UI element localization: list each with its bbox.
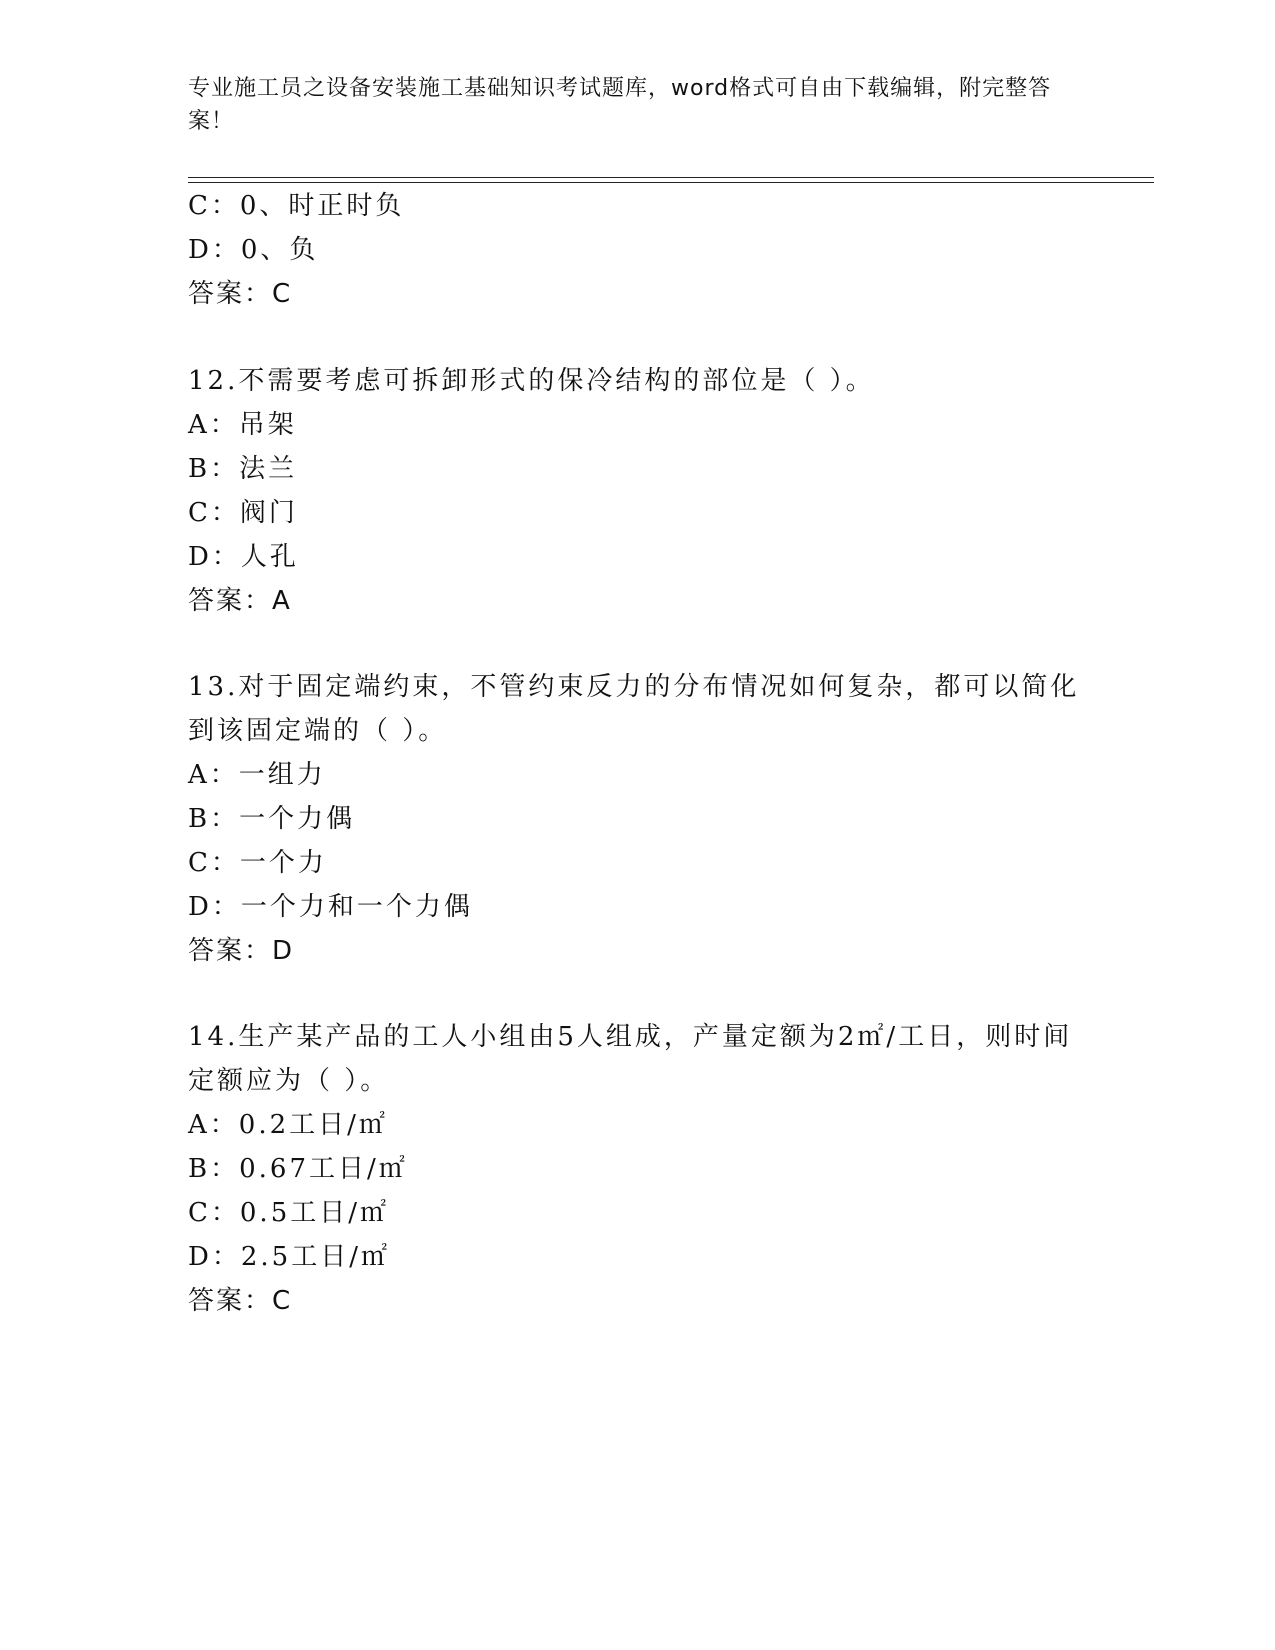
q14-stem-line2: 定额应为（ ）。: [188, 1066, 390, 1096]
q14-option-a: A：0.2工日/㎡: [188, 1110, 388, 1140]
q14-option-b: B：0.67工日/㎡: [188, 1154, 408, 1184]
q13-stem-line2: 到该固定端的（ ）。: [188, 716, 448, 746]
q12-option-c: C：阀门: [188, 498, 298, 528]
q14-option-d: D：2.5工日/㎡: [188, 1242, 390, 1272]
q13-answer: 答案：D: [188, 936, 295, 966]
document-header: 专业施工员之设备安装施工基础知识考试题库，word格式可自由下载编辑，附完整答案！: [188, 76, 1052, 134]
q13-option-d: D：一个力和一个力偶: [188, 892, 473, 922]
q13-option-b: B：一个力偶: [188, 804, 356, 834]
q13-option-c: C：一个力: [188, 848, 327, 878]
q12-option-d: D：人孔: [188, 542, 299, 572]
q12-answer: 答案：A: [188, 586, 292, 616]
prev-option-c: C：0、时正时负: [188, 191, 405, 221]
q14-answer: 答案：C: [188, 1286, 293, 1316]
q12-option-a: A：吊架: [188, 410, 297, 440]
q14-stem-line1: 14.生产某产品的工人小组由5人组成，产量定额为2㎡/工日，则时间: [188, 1022, 1073, 1052]
q12-stem: 12.不需要考虑可拆卸形式的保冷结构的部位是（ ）。: [188, 366, 875, 396]
q13-option-a: A：一组力: [188, 760, 326, 790]
header-rule-top: [188, 177, 1154, 178]
q12-option-b: B：法兰: [188, 454, 298, 484]
q13-stem-line1: 13.对于固定端约束，不管约束反力的分布情况如何复杂，都可以简化: [188, 672, 1080, 702]
q14-option-c: C：0.5工日/㎡: [188, 1198, 390, 1228]
header-rule-bottom: [188, 182, 1154, 183]
prev-option-d: D：0、负: [188, 235, 319, 265]
prev-answer: 答案：C: [188, 279, 293, 309]
